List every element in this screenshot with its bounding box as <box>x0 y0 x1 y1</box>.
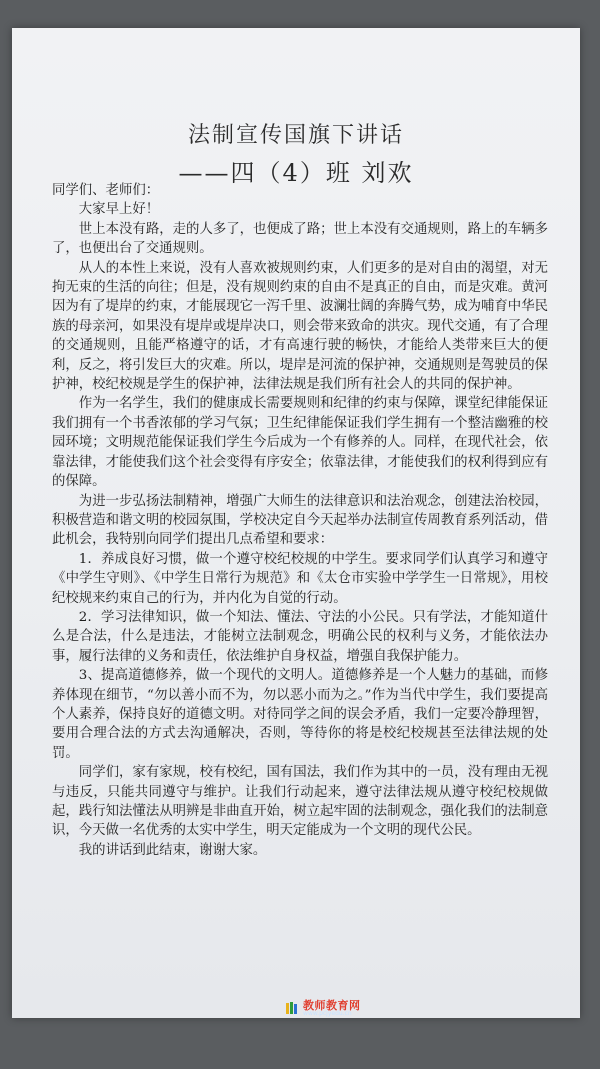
speech-body <box>52 181 548 860</box>
paper-sheet <box>12 28 580 1018</box>
paragraph: 作为一名学生，我们的健康成长需要规则和纪律的约束与保障，课堂纪律能保证我们拥有一个书香浓郁的学习气氛；卫生纪律能保证我们学生拥有一个整洁幽雅的校园环境；文明规范能保证我们学生今后成为一个有修养的人。同样，在现代社会，依靠法律，才能使我们这个社会变得有序安全；依靠法律，才能使我们的权利得到应有的保障。 <box>52 396 548 490</box>
greeting: 大家早上好！ <box>78 202 160 218</box>
watermark-url: www.pcjyedu.cn <box>303 1009 352 1017</box>
watermark-name: 教师教育网 <box>303 998 361 1012</box>
page-title: 法制宣传国旗下讲话 <box>187 123 404 148</box>
closing: 我的讲话到此结束，谢谢大家。 <box>78 842 267 858</box>
paragraph: 世上本没有路，走的人多了，也便成了路；世上本没有交通规则，路上的车辆多了，也便出台了交通规则。 <box>52 221 548 257</box>
list-item: 3、提高道德修养，做一个现代的文明人。道德修养是一个人魅力的基础，而修养体现在细节，“勿以善小而不为，勿以恶小而为之。”作为当代中学生，我们要提高个人素养，保持良好的道德文明。对待同学之间的误会矛盾，我们一定要冷静理智，要用合理合法的方式去沟通解决，否则，等待你的将是校纪校规甚至法律法规的处罚。 <box>52 668 548 761</box>
paragraph: 为进一步弘扬法制精神，增强广大师生的法律意识和法治观念，创建法治校园，积极营造和谐文明的校园氛围，学校决定自今天起举办法制宣传周教育系列活动，借此机会，我特别向同学们提出几点希望和要求： <box>52 493 548 548</box>
book-stack-icon <box>285 1001 299 1015</box>
paragraph: 从人的本性上来说，没有人喜欢被规则约束，人们更多的是对自由的渴望，对无拘无束的生活的向往；但是，没有规则约束的自由不是真正的自由，而是灾难。黄河因为有了堤岸的约束，才能展现它一泻千里、波澜壮阔的奔腾气势，成为哺育中华民族的母亲河，如果没有堤岸或堤岸决口，则会带来致命的洪灾。现代交通，有了合理的交通规则，且能严格遵守的话，才有高速行驶的畅快，才能给人类带来巨大的便利，反之，将引发巨大的灾难。所以，堤岸是河流的保护神，交通规则是驾驶员的保护神，校纪校规是学生的保护神，法律法规是我们所有社会人的共同的保护神。 <box>52 260 548 393</box>
paragraph: 同学们，家有家规，校有校纪，国有国法，我们作为其中的一员，没有理由无视与违反，只能共同遵守与维护。让我们行动起来，遵守法律法规从遵守校纪校规做起，践行知法懂法从明辨是非曲直开始，树立起牢固的法制观念，强化我们的法制意识，今天做一名优秀的太实中学生，明天定能成为一个文明的现代公民。 <box>52 765 548 839</box>
list-item: 2．学习法律知识，做一个知法、懂法、守法的小公民。只有学法，才能知道什么是合法，什么是违法，才能树立法制观念，明确公民的权利与义务，才能依法办事，履行法律的义务和责任，依法维护自身权益，增强自我保护能力。 <box>52 609 548 664</box>
watermark-logo <box>285 997 375 1019</box>
salutation: 同学们、老师们： <box>52 183 160 198</box>
page-subtitle: ——四（4）班 刘欢 <box>178 159 414 187</box>
list-item: 1．养成良好习惯，做一个遵守校纪校规的中学生。要求同学们认真学习和遵守《中学生守则》、《中学生日常行为规范》和《太仓市实验中学学生一日常规》，用校纪校规来约束自己的行为，并内化为自觉的行动。 <box>52 551 548 606</box>
